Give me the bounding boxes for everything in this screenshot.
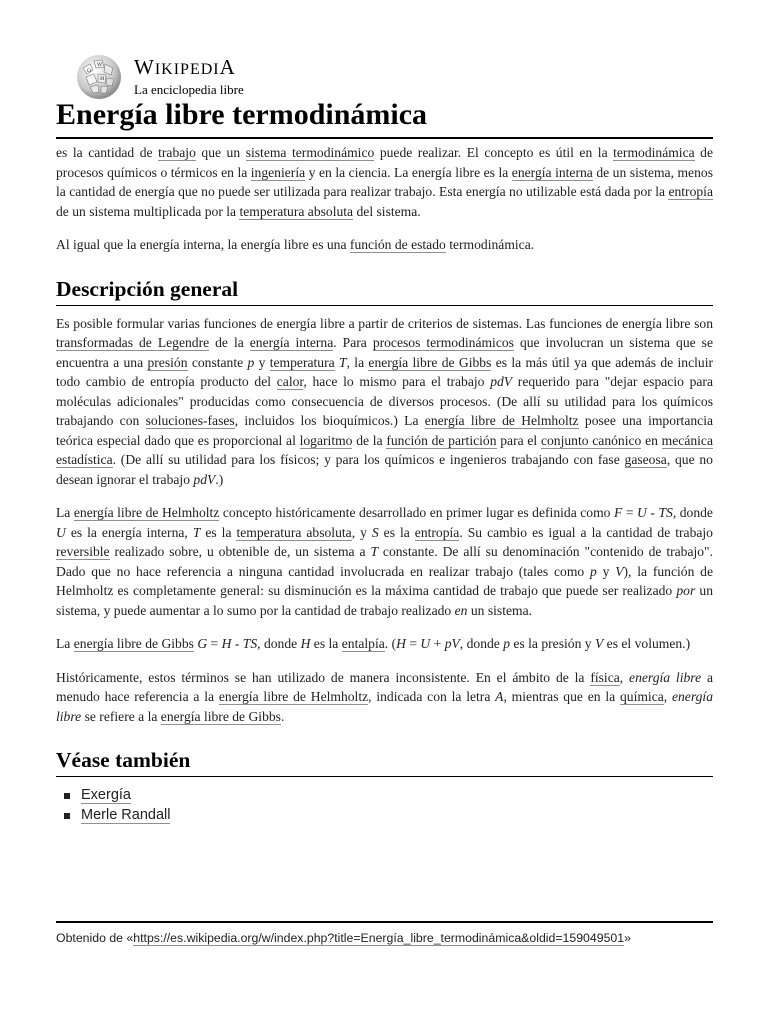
see-also-link[interactable]: Exergía (81, 787, 131, 803)
wiki-link[interactable]: química (619, 689, 664, 704)
text-run: + (430, 636, 445, 651)
text-run: , (663, 689, 672, 704)
wiki-link[interactable]: función de partición (386, 432, 497, 448)
text-run: .) (215, 471, 224, 487)
text-run: de un sistema multiplicada por la (56, 203, 240, 219)
text-run: es la (200, 524, 237, 540)
text-run: . Para (333, 335, 373, 350)
intro-paragraph (56, 235, 713, 255)
math-variable: V (615, 563, 624, 579)
body-paragraph (56, 634, 713, 654)
text-run: , la (346, 354, 369, 370)
text-run: La (56, 505, 74, 520)
wiki-link[interactable]: calor (276, 374, 304, 389)
text-run: . (280, 708, 285, 724)
wiki-link[interactable]: energía libre de Helmholtz (424, 413, 579, 428)
math-variable: U (420, 636, 431, 651)
math-variable: en (454, 602, 468, 618)
wiki-link[interactable]: presión (147, 354, 188, 370)
text-run: realizado sobre, u obtenible de, un sistema a (109, 544, 371, 559)
wiki-link[interactable]: energía libre de Gibbs (73, 636, 194, 651)
text-run: , donde (459, 636, 504, 651)
text-run: y (254, 354, 270, 370)
wiki-link[interactable]: temperatura absoluta (236, 524, 352, 540)
text-run: posee una importancia teórica especial dado que es proporcional al (56, 413, 714, 448)
text-run: es la (310, 636, 342, 651)
wiki-link[interactable]: energía libre de Gibbs (160, 708, 281, 724)
math-variable: G (197, 636, 208, 651)
text-run: un sistema, y puede aumentar a lo sumo por la cantidad de trabajo realizado (56, 583, 713, 618)
site-title: WIKIPEDIA (134, 55, 236, 79)
wiki-link[interactable]: trabajo (158, 145, 196, 160)
math-variable: pV (444, 636, 460, 651)
wiki-link[interactable]: sistema termodinámico (245, 145, 375, 160)
list-item (64, 785, 713, 805)
text-run: y en la ciencia. La energía libre es la (305, 164, 512, 180)
text-run: de la (352, 432, 387, 448)
text-run: - (231, 636, 243, 651)
text-run: para el (496, 432, 541, 448)
text-run: requerido para "dejar espacio para moléculas adicionales" producidas como consecuencia de diversos procesos. (De allí su utilidad para los químicos trabajando con (56, 374, 713, 428)
wiki-link[interactable]: entropía (414, 524, 460, 540)
math-variable: F (613, 505, 623, 520)
text-run: que un (195, 145, 246, 160)
math-variable: pdV (193, 471, 216, 487)
text-run: es la cantidad de (56, 145, 159, 160)
text-run: = (405, 636, 421, 651)
math-variable: p (503, 636, 511, 651)
text-run: y (596, 563, 616, 579)
text-run: se refiere a la (81, 708, 161, 724)
wiki-link[interactable]: logaritmo (299, 432, 353, 448)
wiki-link[interactable]: soluciones-fases (145, 413, 235, 428)
text-run: = (207, 636, 222, 651)
math-variable: U (56, 524, 66, 540)
text-run: del sistema. (353, 203, 421, 219)
wiki-link[interactable]: energía libre de Helmholtz (218, 689, 369, 704)
text-run: es el volumen.) (603, 636, 691, 651)
math-variable: A (495, 689, 504, 704)
text-run: es la (378, 524, 415, 540)
text-run: de procesos químicos o térmicos en la (56, 145, 714, 180)
text-run: puede realizar. El concepto es útil en la (374, 145, 614, 160)
math-variable: H (396, 636, 406, 651)
text-run: , mientras que en la (503, 689, 620, 704)
wiki-link[interactable]: entropía (668, 184, 713, 199)
wiki-link[interactable]: reversible (56, 544, 110, 559)
wiki-link[interactable]: temperatura (269, 354, 335, 370)
math-variable: V (594, 636, 604, 651)
math-variable: T (339, 354, 347, 370)
math-variable: TS (658, 505, 673, 520)
intro-paragraph (56, 143, 713, 221)
text-run: ), la función de Helmholtz es completamente general: su disminución es la máxima cantidad de trabajo que puede ser realizado (56, 563, 713, 598)
text-run: en (641, 432, 662, 448)
section-heading: Véase también (56, 746, 713, 777)
math-variable: S (371, 524, 379, 540)
text-run: = (622, 505, 638, 520)
math-variable: pdV (490, 374, 513, 389)
text-run: a menudo hace referencia a la (56, 669, 714, 704)
text-run: , hace lo mismo para el trabajo (303, 374, 491, 389)
text-run: Históricamente, estos términos se han utilizado de manera inconsistente. En el ámbito de la (56, 669, 591, 685)
text-run: constante (187, 354, 248, 370)
math-variable: p (590, 563, 597, 579)
wiki-link[interactable]: física (590, 669, 620, 685)
math-variable: T (370, 544, 379, 559)
svg-text:И: И (100, 76, 105, 82)
svg-text:Ω: Ω (87, 68, 92, 74)
wiki-link[interactable]: función de estado (349, 237, 446, 252)
wiki-link[interactable]: conjunto canónico (540, 432, 642, 448)
text-run: , indicada con la letra (368, 689, 496, 704)
text-run: - (646, 505, 659, 520)
text-run: un sistema. (467, 602, 533, 618)
wiki-link[interactable]: procesos termodinámicos (372, 335, 514, 350)
text-run: Es posible formular varias funciones de energía libre a partir de criterios de sistemas. Las funciones de energía libre son (56, 315, 713, 331)
wordmark[interactable] (134, 55, 244, 97)
math-variable: H (300, 636, 311, 651)
body-paragraph (56, 503, 713, 620)
list-item (64, 805, 713, 825)
math-variable: energía libre (56, 689, 713, 724)
section-heading: Descripción general (56, 275, 713, 306)
text-run: concepto históricamente desarrollado en primer lugar es definida como (219, 505, 614, 520)
text-run: es la más útil ya que además de incluir todo cambio de entropía producto del (56, 354, 713, 389)
footer-source (56, 921, 713, 945)
wiki-link[interactable]: energía libre de Gibbs (368, 354, 492, 370)
wiki-link[interactable]: entalpía (341, 636, 385, 651)
text-run: es la presión y (510, 636, 595, 651)
math-variable: energía libre (629, 669, 702, 685)
text-run: , que no desean ignorar el trabajo (56, 452, 713, 487)
permanent-link[interactable]: https://es.wikipedia.org/w/index.php?title=Energía_libre_termodinámica&oldid=159049501 (133, 931, 625, 945)
footer-suffix: » (624, 931, 631, 945)
text-run: de la (209, 335, 250, 350)
text-run: , donde (257, 636, 301, 651)
wiki-link[interactable]: transformadas de Legendre (56, 335, 210, 350)
page-title: Energía libre termodinámica (56, 96, 713, 139)
math-variable: T (192, 524, 201, 540)
svg-text:W: W (97, 62, 103, 68)
text-run: constante. De allí su denominación "contenido de trabajo". Dado que no hace referencia a ninguna cantidad involucrada en realizar trabajo (tales como (56, 544, 714, 579)
wiki-link[interactable]: mecánica estadística (56, 432, 713, 467)
wikipedia-globe-icon[interactable] (74, 52, 124, 102)
see-also-list (56, 785, 713, 825)
text-run: , (619, 669, 630, 685)
body-paragraph (56, 314, 713, 490)
wiki-link[interactable]: ingeniería (250, 164, 306, 180)
wiki-link[interactable]: temperatura absoluta (239, 203, 354, 219)
wiki-link[interactable]: energía libre de Helmholtz (73, 505, 220, 520)
math-variable: H (221, 636, 232, 651)
text-run: . Su cambio es igual a la cantidad de trabajo (459, 524, 713, 540)
body-paragraph (56, 668, 713, 727)
math-variable: U (637, 505, 647, 520)
article-body (56, 143, 713, 825)
site-tagline: La enciclopedia libre (134, 82, 244, 97)
text-run: , y (351, 524, 372, 540)
wiki-link[interactable]: gaseosa (624, 452, 667, 467)
text-run: , incluidos los bioquímicos.) La (234, 413, 425, 428)
text-run: . (De allí su utilidad para los físicos; y para los químicos e ingenieros trabajando con fase (112, 452, 625, 467)
wiki-link[interactable]: energía interna (249, 335, 334, 350)
see-also-link[interactable]: Merle Randall (81, 807, 171, 823)
text-run: es la energía interna, (65, 524, 193, 540)
text-run: La (56, 636, 74, 651)
text-run: , donde (672, 505, 713, 520)
text-run: . ( (384, 636, 397, 651)
math-variable: TS (242, 636, 258, 651)
text-run: Al igual que la energía interna, la energía libre es una (56, 237, 350, 252)
math-variable: por (676, 583, 696, 598)
math-variable: p (247, 354, 255, 370)
footer-prefix: Obtenido de « (56, 931, 134, 945)
text-run: que involucran un sistema que se encuentra a una (56, 335, 713, 370)
text-run: de un sistema, menos la cantidad de energía que no puede ser utilizada para realizar trabajo. Esta energía no utilizable está dada por la (56, 164, 713, 199)
wiki-link[interactable]: termodinámica (613, 145, 695, 160)
text-run: termodinámica. (445, 237, 535, 252)
wiki-link[interactable]: energía interna (511, 164, 593, 180)
